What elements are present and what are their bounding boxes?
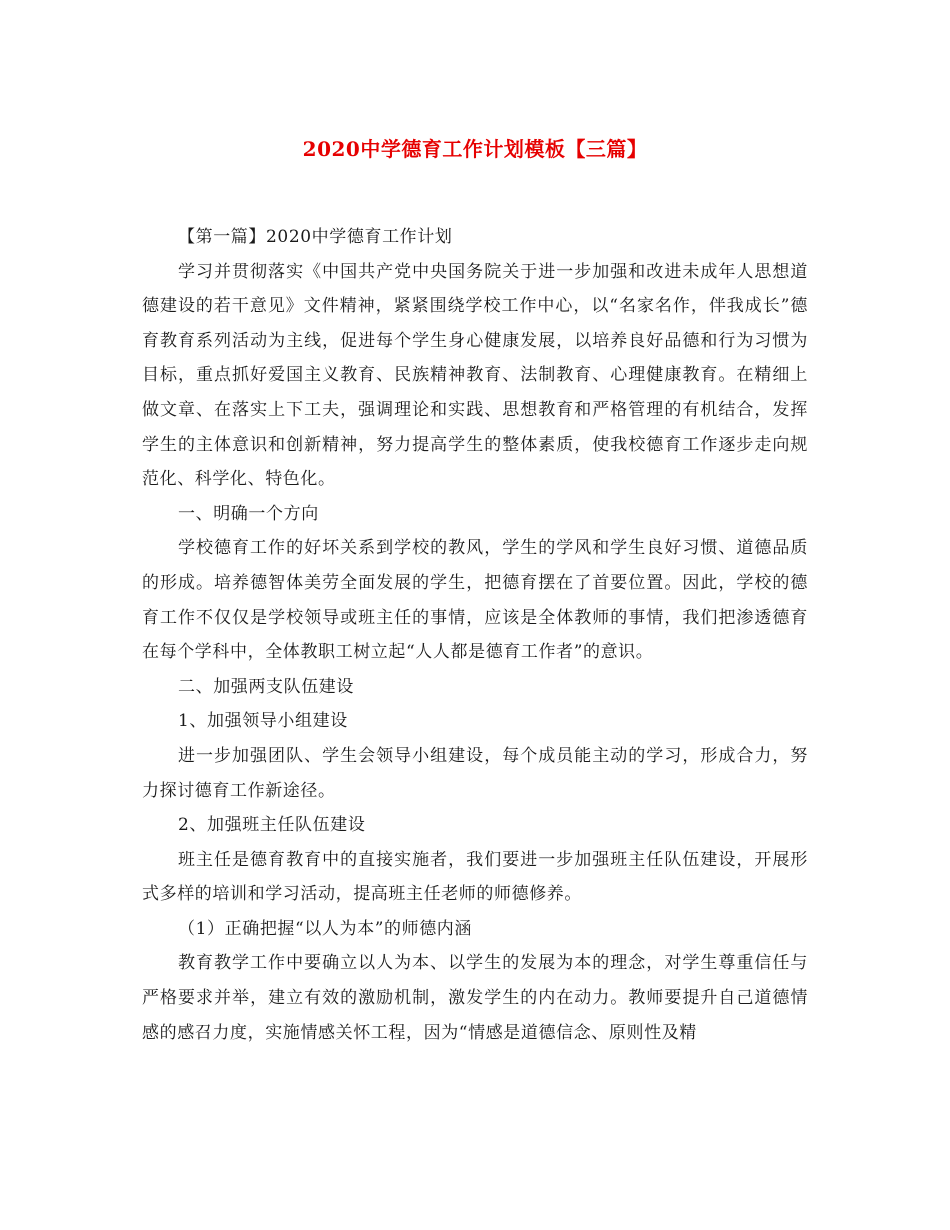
paragraph-teachers-text: 班主任是德育教育中的直接实施者，我们要进一步加强班主任队伍建设，开展形式多样的培训和学习活动，提高班主任老师的师德修养。 (142, 849, 808, 905)
paragraph-people-oriented-text: 教育教学工作中要确立以人为本、以学生的发展为本的理念，对学生尊重信任与严格要求并举，建立有效的激励机制，激发学生的内在动力。教师要提升自己道德情感的感召力度，实施情感关怀工程，因为“情感是道德信念、原则性及精 (142, 953, 808, 1043)
paragraph-leadership-text: 进一步加强团队、学生会领导小组建设，每个成员能主动的学习，形成合力，努力探讨德育工作新途径。 (142, 745, 808, 801)
paragraph-intro: 学习并贯彻落实《中国共产党中央国务院关于进一步加强和改进未成年人思想道德建设的若干意见》文件精神，紧紧围绕学校工作中心，以“名家名作，伴我成长”德育教育系列活动为主线，促进每个学生身心健康发展，以培养良好品德和行为习惯为目标，重点抓好爱国主义教育、民族精神教育、法制教育、心理健康教育。在精细上做文章、在落实上下工夫，强调理论和实践、思想教育和严格管理的有机结合，发挥学生的主体意识和创新精神，努力提高学生的整体素质，使我校德育工作逐步走向规范化、科学化、特色化。 (142, 261, 808, 490)
paragraph-subheading-people-oriented: （1）正确把握“以人为本”的师德内涵 (178, 918, 472, 939)
paragraph-subheading-teachers: 2、加强班主任队伍建设 (178, 815, 366, 836)
paragraph-direction-text: 学校德育工作的好坏关系到学校的教风，学生的学风和学生良好习惯、道德品质的形成。培养德智体美劳全面发展的学生，把德育摆在了首要位置。因此，学校的德育工作不仅仅是学校领导或班主任的事情，应该是全体教师的事情，我们把渗透德育在每个学科中，全体教职工树立起“人人都是德育工作者”的意识。 (142, 538, 808, 663)
paragraph-heading-direction: 一、明确一个方向 (178, 503, 319, 524)
paragraph-heading-teams: 二、加强两支队伍建设 (178, 676, 354, 697)
paragraph-subheading-leadership: 1、加强领导小组建设 (178, 711, 348, 732)
document-title: 2020中学德育工作计划模板【三篇】 (302, 137, 648, 161)
paragraph-section-heading-1: 【第一篇】2020中学德育工作计划 (178, 227, 453, 247)
document-body (142, 220, 808, 1050)
